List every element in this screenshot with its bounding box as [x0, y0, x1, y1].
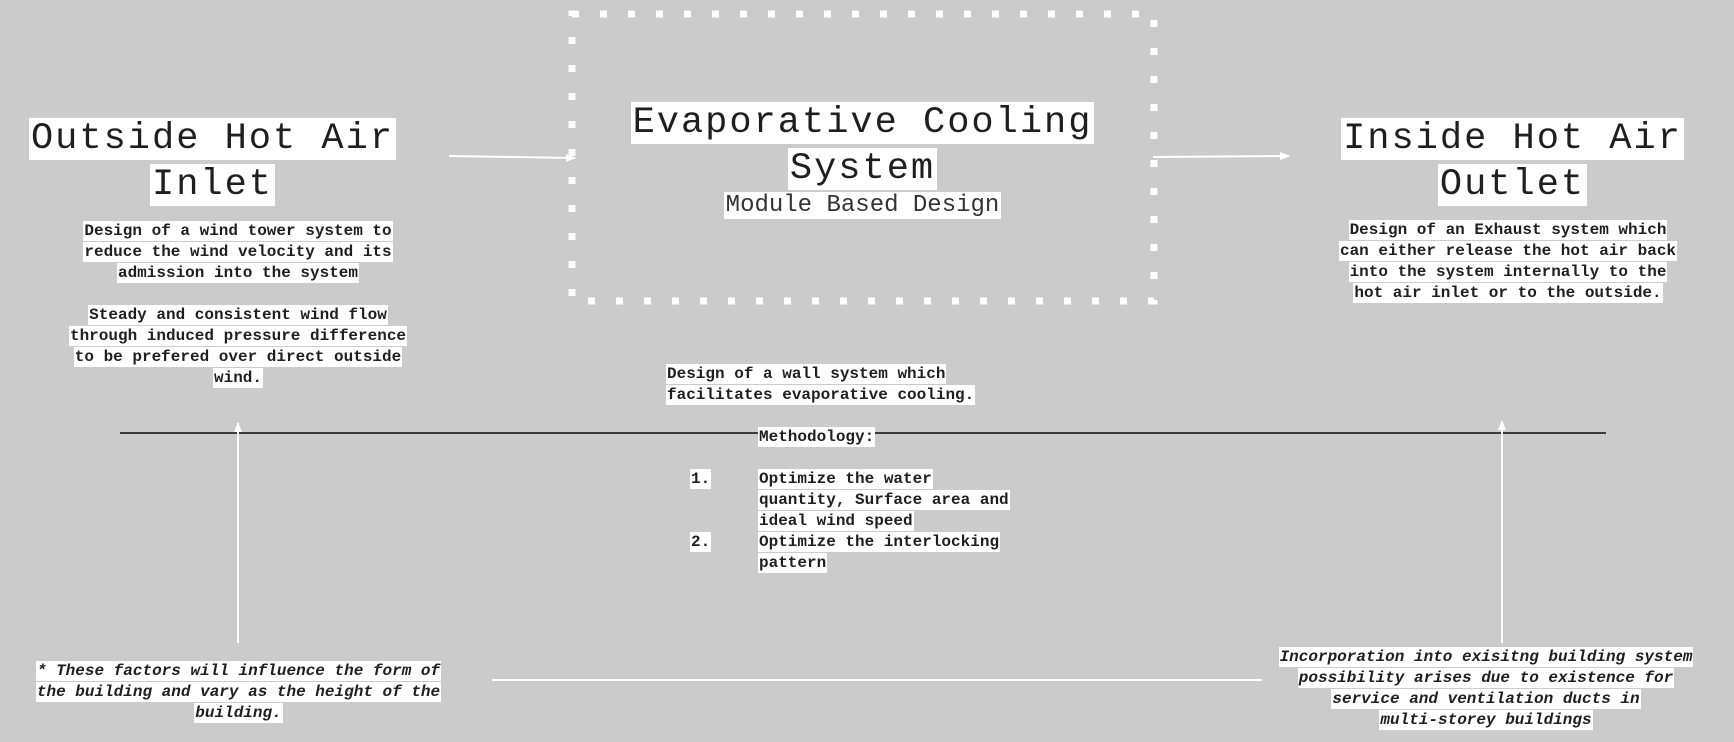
system-subtitle: Module Based Design — [725, 192, 1000, 219]
system-desc-line: Design of a wall system which — [667, 365, 946, 383]
inlet-note-line: through induced pressure difference — [69, 327, 407, 345]
inlet-desc-line: Design of a wind tower system to — [84, 222, 392, 240]
methodology-item-line: quantity, Surface area and — [759, 491, 1009, 509]
methodology-list — [690, 469, 1090, 574]
arrow-system-to-outlet — [1153, 156, 1289, 157]
footnote-left-line: the building and vary as the height of the — [36, 683, 441, 701]
methodology-item-line: Optimize the interlocking — [759, 533, 1000, 551]
methodology-item-line: Optimize the water — [759, 470, 932, 488]
methodology-item — [690, 469, 1090, 532]
outlet-title-line-2: Outlet — [1439, 164, 1586, 206]
footnote-right-line: Incorporation into exisitng building system — [1279, 648, 1693, 666]
inlet-note-line: to be prefered over direct outside — [74, 348, 402, 366]
outlet-desc-line: into the system internally to the — [1349, 263, 1667, 281]
footnote-right-line: multi-storey buildings — [1380, 711, 1592, 729]
footnote-right — [1246, 647, 1726, 731]
methodology-heading-wrap — [758, 427, 958, 448]
system-description — [666, 364, 1066, 406]
outlet-title-line-1: Inside Hot Air — [1343, 118, 1682, 160]
inlet-title-line-1: Outside Hot Air — [30, 118, 395, 160]
inlet-note-line: Steady and consistent wind flow — [89, 306, 387, 324]
footnote-right-line: possibility arises due to existence for — [1298, 669, 1674, 687]
footnote-right-line: service and ventilation ducts in — [1332, 690, 1640, 708]
inlet-desc-line: reduce the wind velocity and its — [84, 243, 392, 261]
outlet-desc-line: hot air inlet or to the outside. — [1354, 284, 1662, 302]
system-title — [585, 100, 1140, 192]
footnote-left — [6, 661, 471, 724]
outlet-title — [1315, 116, 1710, 208]
methodology-item-line: ideal wind speed — [759, 512, 913, 530]
inlet-note-line: wind. — [213, 369, 262, 387]
system-title-line-2: System — [789, 148, 936, 190]
outlet-description — [1303, 220, 1713, 304]
inlet-description — [38, 221, 438, 389]
arrow-inlet-to-system — [449, 156, 575, 158]
methodology-heading: Methodology: — [759, 428, 875, 446]
system-title-line-1: Evaporative Cooling — [632, 102, 1093, 144]
methodology-item-number: 2. — [691, 533, 711, 551]
outlet-desc-line: Design of an Exhaust system which — [1349, 221, 1667, 239]
footnote-left-line: * These factors will influence the form of — [36, 662, 441, 680]
inlet-title-line-2: Inlet — [151, 164, 274, 206]
system-subtitle-wrap — [585, 192, 1140, 220]
methodology-item-line: pattern — [759, 554, 827, 572]
system-desc-line: facilitates evaporative cooling. — [667, 386, 975, 404]
footnote-left-line: building. — [195, 704, 282, 722]
inlet-title — [20, 116, 405, 208]
methodology-item — [690, 532, 1090, 574]
methodology-item-number: 1. — [691, 470, 711, 488]
inlet-desc-line: admission into the system — [117, 264, 359, 282]
outlet-desc-line: can either release the hot air back — [1339, 242, 1677, 260]
